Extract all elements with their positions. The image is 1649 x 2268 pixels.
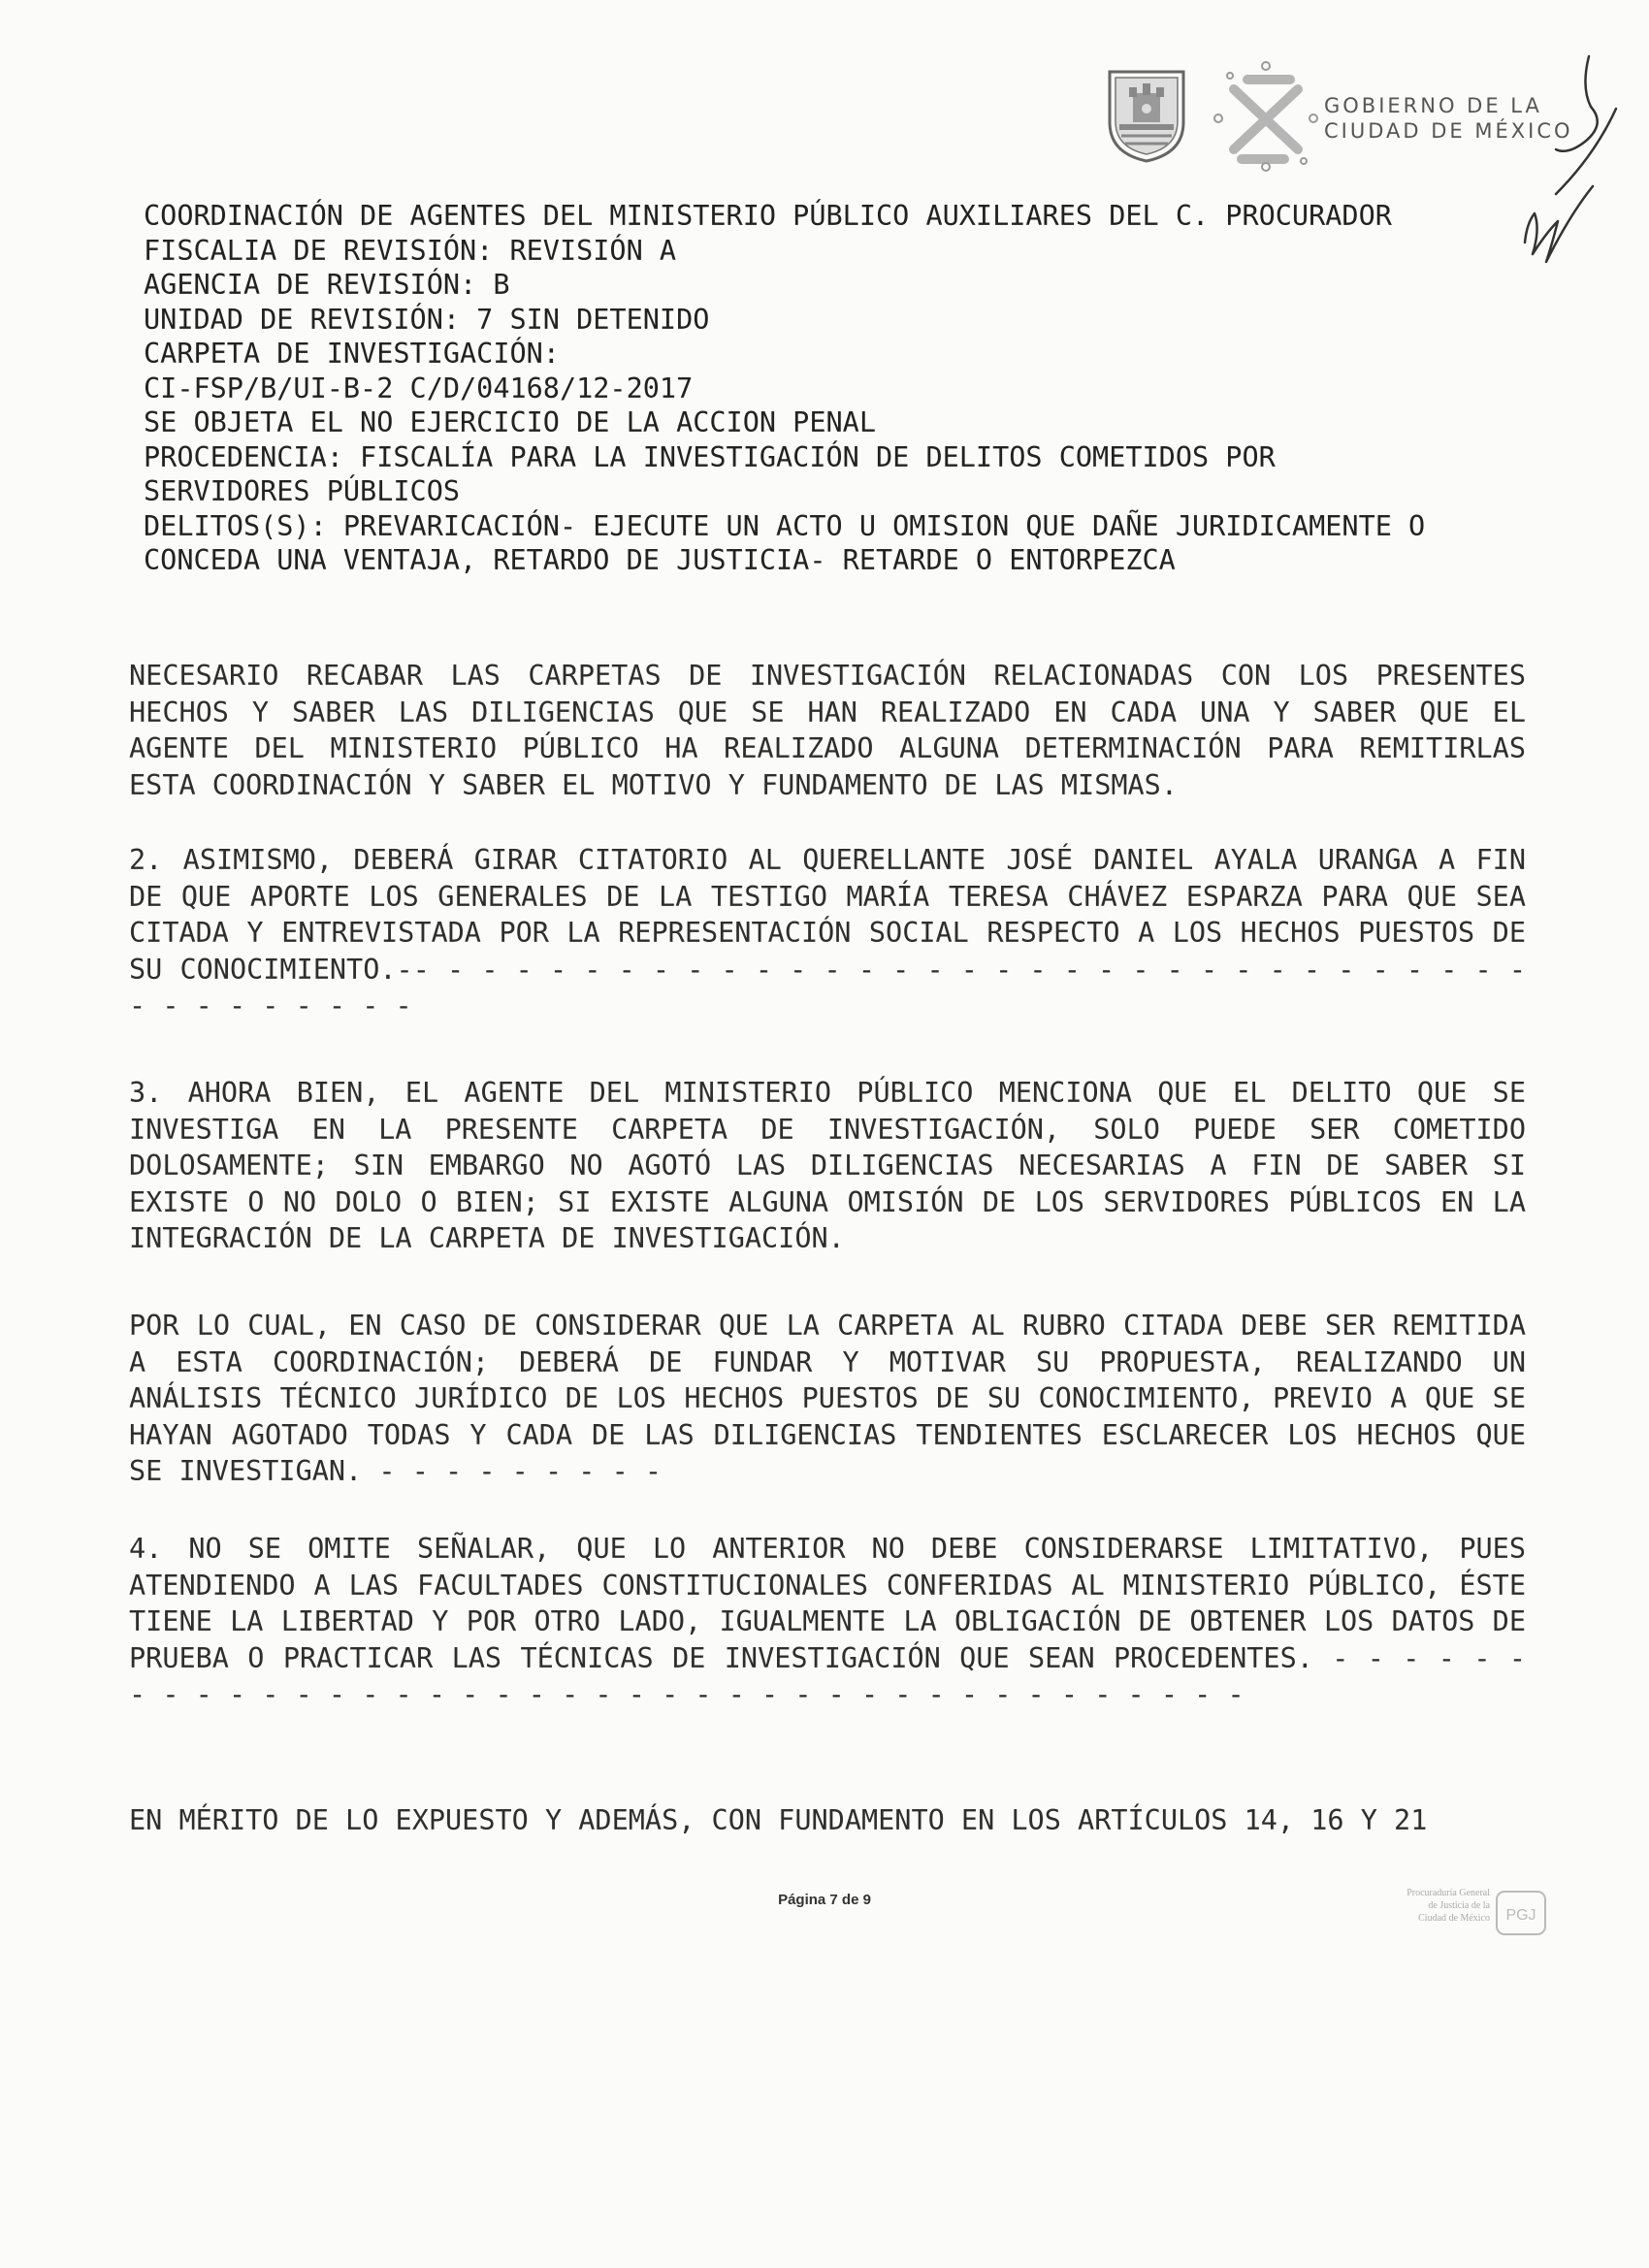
- header-line: PROCEDENCIA: FISCALÍA PARA LA INVESTIGACIÓN DE DELITOS COMETIDOS POR: [144, 440, 1276, 473]
- header-line: CARPETA DE INVESTIGACIÓN:: [144, 338, 560, 370]
- header-line: COORDINACIÓN DE AGENTES DEL MINISTERIO PÚBLICO AUXILIARES DEL C. PROCURADOR: [144, 200, 1392, 232]
- pgj-stamp: [1358, 1887, 1552, 1941]
- pgj-logo-text: PGJ: [1505, 1907, 1536, 1924]
- paragraph-por-lo-cual: POR LO CUAL, EN CASO DE CONSIDERAR QUE LA CARPETA AL RUBRO CITADA DEBE SER REMITIDA A ESTA COORDINACIÓN; DEBERÁ DE FUNDAR Y MOTIVAR SU PROPUESTA, REALIZANDO UN ANÁLISIS TÉCNICO JURÍDICO DE LOS HECHOS PUESTOS DE SU CONOCIMIENTO, PREVIO A QUE SE HAYAN AGOTADO TODAS Y CADA DE LAS DILIGENCIAS TENDIENTES ESCLARECER LOS HECHOS QUE SE INVESTIGAN. - - - - - - - - -: [129, 1310, 1526, 1487]
- paragraph-4-limitativo: 4. NO SE OMITE SEÑALAR, QUE LO ANTERIOR NO DEBE CONSIDERARSE LIMITATIVO, PUES ATENDIENDO A LAS FACULTADES CONSTITUCIONALES CONFERIDAS AL MINISTERIO PÚBLICO, ÉSTE TIENE LA LIBERTAD Y POR OTRO LADO, IGUALMENTE LA OBLIGACIÓN DE OBTENER LOS DATOS DE PRUEBA O PRACTICAR LAS TÉCNICAS DE INVESTIGACIÓN QUE SEAN PROCEDENTES. - - - - - - - - - - - - - - - - - - - - - - - - - - - - - - - - - - - - - - - -: [129, 1533, 1526, 1710]
- pgj-logo: [1494, 1889, 1548, 1937]
- pgj-stamp-line: Ciudad de México: [1418, 1913, 1490, 1924]
- page-number: Página 7 de 9: [778, 1892, 871, 1908]
- government-knot-logo: [1212, 60, 1319, 172]
- header-line: UNIDAD DE REVISIÓN: 7 SIN DETENIDO: [144, 303, 710, 336]
- header-line: SE OBJETA EL NO EJERCICIO DE LA ACCION PENAL: [144, 406, 876, 438]
- government-name-line2: CIUDAD DE MÉXICO: [1324, 119, 1573, 143]
- header-line: DELITOS(S): PREVARICACIÓN- EJECUTE UN ACTO U OMISION QUE DAÑE JURIDICAMENTE O: [144, 509, 1426, 542]
- handwritten-signature: [1513, 49, 1630, 272]
- header-line: CONCEDA UNA VENTAJA, RETARDO DE JUSTICIA- RETARDE O ENTORPEZCA: [144, 544, 1176, 576]
- document-header: [144, 199, 1531, 578]
- paragraph-recabar-carpetas: NECESARIO RECABAR LAS CARPETAS DE INVESTIGACIÓN RELACIONADAS CON LOS PRESENTES HECHOS Y SABER LAS DILIGENCIAS QUE SE HAN REALIZADO EN CADA UNA Y SABER QUE EL AGENTE DEL MINISTERIO PÚBLICO HA REALIZADO ALGUNA DETERMINACIÓN PARA REMITIRLAS ESTA COORDINACIÓN Y SABER EL MOTIVO Y FUNDAMENTO DE LAS MISMAS.: [129, 660, 1526, 801]
- coat-of-arms-logo: [1106, 66, 1187, 163]
- pgj-stamp-text: [1358, 1887, 1490, 1925]
- pgj-stamp-line: de Justicia de la: [1428, 1900, 1490, 1911]
- paragraph-2-citatorio: 2. ASIMISMO, DEBERÁ GIRAR CITATORIO AL QUERELLANTE JOSÉ DANIEL AYALA URANGA A FIN DE QUE APORTE LOS GENERALES DE LA TESTIGO MARÍA TERESA CHÁVEZ ESPARZA PARA QUE SEA CITADA Y ENTREVISTADA POR LA REPRESENTACIÓN SOCIAL RESPECTO A LOS HECHOS PUESTOS DE SU CONOCIMIENTO.-- - - - - - - - - - - - - - - - - - - - - - - - - - - - - - - - - - - - - - - - - -: [129, 844, 1526, 1021]
- header-line: CI-FSP/B/UI-B-2 C/D/04168/12-2017: [144, 372, 694, 405]
- header-line: AGENCIA DE REVISIÓN: B: [144, 269, 510, 301]
- header-line: FISCALIA DE REVISIÓN: REVISIÓN A: [144, 234, 677, 267]
- header-line: SERVIDORES PÚBLICOS: [144, 475, 461, 507]
- paragraph-en-merito: EN MÉRITO DE LO EXPUESTO Y ADEMÁS, CON FUNDAMENTO EN LOS ARTÍCULOS 14, 16 Y 21: [129, 1804, 1428, 1836]
- paragraph-3-dolo: 3. AHORA BIEN, EL AGENTE DEL MINISTERIO PÚBLICO MENCIONA QUE EL DELITO QUE SE INVESTIGA EN LA PRESENTE CARPETA DE INVESTIGACIÓN, SOLO PUEDE SER COMETIDO DOLOSAMENTE; SIN EMBARGO NO AGOTÓ LAS DILIGENCIAS NECESARIAS A FIN DE SABER SI EXISTE O NO DOLO O BIEN; SI EXISTE ALGUNA OMISIÓN DE LOS SERVIDORES PÚBLICOS EN LA INTEGRACIÓN DE LA CARPETA DE INVESTIGACIÓN.: [129, 1077, 1526, 1254]
- pgj-stamp-line: Procuraduría General: [1406, 1888, 1490, 1898]
- government-name-line1: GOBIERNO DE LA: [1324, 94, 1542, 117]
